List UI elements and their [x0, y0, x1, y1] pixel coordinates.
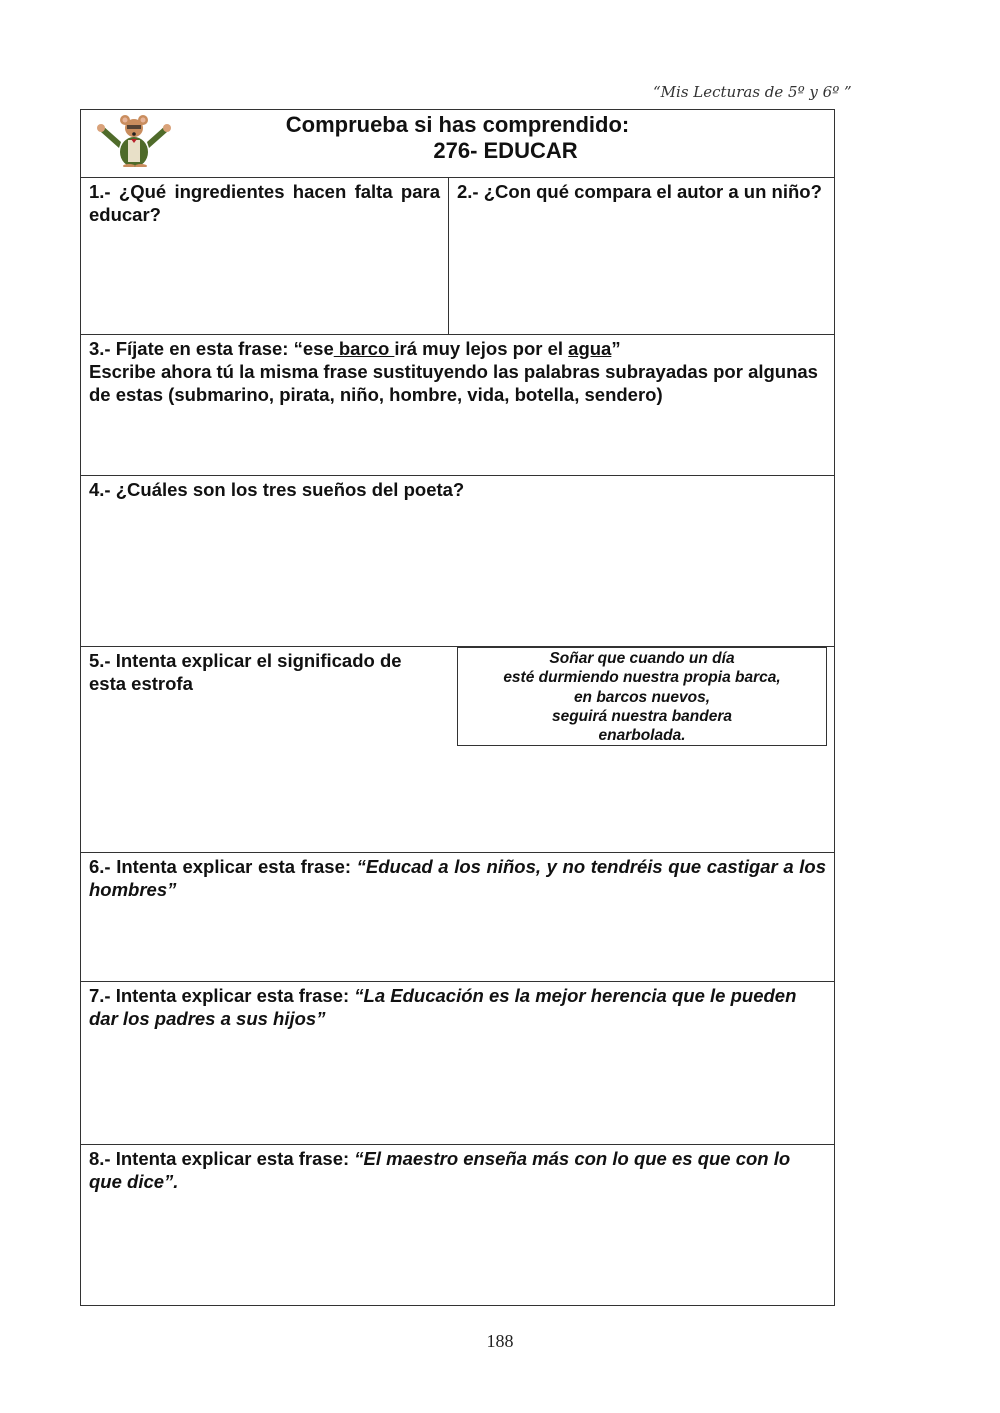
question-row-3 — [81, 335, 834, 476]
stanza-line: esté durmiendo nuestra propia barca, — [503, 669, 781, 687]
question-row-1-2 — [81, 178, 834, 335]
underlined-word-agua: agua — [568, 338, 612, 359]
question-7-prompt: 7.- Intenta explicar esta frase: — [89, 985, 355, 1006]
question-row-8 — [81, 1145, 834, 1307]
underlined-word-barco: barco — [333, 338, 395, 359]
question-row-6 — [81, 853, 834, 982]
worksheet-title: Comprueba si has comprendido: — [285, 112, 630, 137]
question-row-4 — [81, 476, 834, 647]
stanza-line: en barcos nuevos, — [573, 688, 711, 706]
question-7[interactable] — [81, 982, 834, 1144]
question-1[interactable]: 1.- ¿Qué ingredientes hacen falta para educar? — [81, 178, 449, 334]
stanza-line: enarbolada. — [598, 727, 686, 745]
question-3-instruction: Escribe ahora tú la misma frase sustituyendo las palabras subrayadas por algunas de estas (submarino, pirata, niño, hombre, vida, botella, sendero) — [89, 361, 818, 405]
question-6-quote: “Educad a los niños, y no tendréis que castigar a los hombres” — [89, 856, 826, 900]
worksheet — [80, 109, 835, 1306]
question-3[interactable] — [81, 335, 834, 475]
page-number: 188 — [486, 1331, 514, 1351]
title-row — [81, 110, 834, 178]
reading-title: 276- EDUCAR — [433, 138, 578, 163]
question-3-text: 3.- Fíjate en esta frase: “ese — [89, 338, 334, 359]
question-7-quote: “La Educación es la mejor herencia que le pueden dar los padres a sus hijos” — [89, 985, 797, 1029]
question-4[interactable]: 4.- ¿Cuáles son los tres sueños del poeta? — [89, 479, 465, 500]
question-row-7 — [81, 982, 834, 1145]
question-2[interactable]: 2.- ¿Con qué compara el autor a un niño? — [457, 181, 822, 202]
running-header: “Mis Lecturas de 5º y 6º ” — [653, 83, 852, 101]
question-8[interactable] — [81, 1145, 834, 1307]
question-8-prompt: 8.- Intenta explicar esta frase: — [89, 1148, 355, 1169]
question-3-close-quote: ” — [611, 338, 621, 359]
stanza-box — [457, 647, 827, 746]
question-8-quote: “El maestro enseña más con lo que es que con lo que dice”. — [89, 1148, 791, 1192]
question-5[interactable]: 5.- Intenta explicar el significado de esta estrofa — [89, 650, 402, 694]
question-6-prompt: 6.- Intenta explicar esta frase: — [89, 856, 357, 877]
question-6[interactable] — [81, 853, 834, 981]
stanza-line: seguirá nuestra bandera — [551, 707, 733, 725]
question-3-text-2: irá muy lejos por el — [394, 338, 569, 359]
stanza-line: Soñar que cuando un día — [549, 650, 735, 667]
